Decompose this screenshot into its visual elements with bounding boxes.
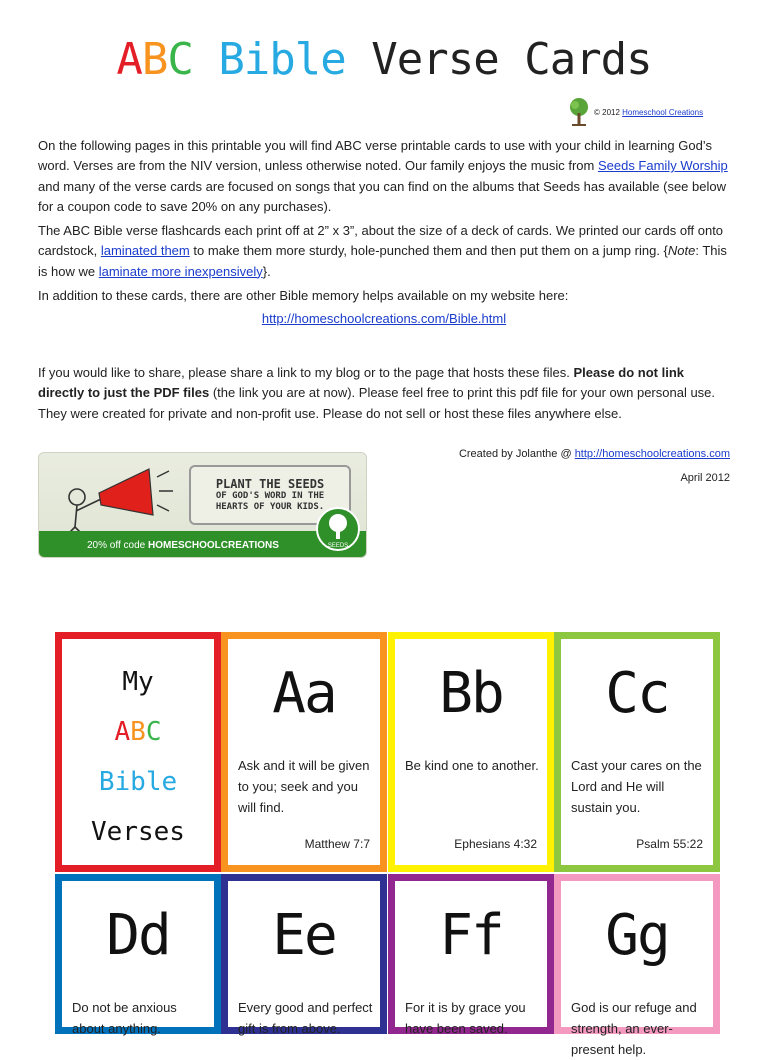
card-letters: Dd — [106, 903, 170, 968]
laminated-them-link[interactable]: laminated them — [100, 243, 190, 259]
card-verse: Cast your cares on the Lord and He will sustain you. — [571, 758, 702, 815]
intro-paragraph — [38, 136, 732, 217]
intro-text-2: and many of the verse cards are focused on songs that you can find on the albums that Seeds has available (see below for a coupon code to save 20% on any purchases). — [38, 178, 726, 214]
seeds-family-worship-link[interactable]: Seeds Family Worship — [597, 158, 728, 174]
card-reference: Psalm 55:22 — [636, 837, 703, 851]
copyright-credit — [568, 96, 738, 128]
card-verse: God is our refuge and strength, an ever-present help. — [571, 1000, 697, 1057]
cover-letter-b: B — [130, 717, 146, 747]
coupon-code-value: HOMESCHOOLCREATIONS — [147, 540, 279, 551]
coupon-code — [87, 540, 279, 551]
card-verse: Ask and it will be given to you; seek and you will find. — [238, 758, 370, 815]
title-letter-b: B — [141, 34, 168, 85]
bible-link-row — [0, 311, 768, 326]
laminate-inexpensively-link[interactable]: laminate more inexpensively — [98, 263, 263, 279]
seeds-banner[interactable] — [38, 452, 367, 558]
card-verse: For it is by grace you have been saved. — [405, 1000, 526, 1036]
publish-date: April 2012 — [680, 472, 730, 484]
card-reference: Ephesians 4:32 — [454, 837, 537, 851]
card-verse: Every good and perfect gift is from above. — [238, 1000, 373, 1036]
created-by — [459, 448, 730, 460]
sharing-paragraph — [38, 363, 732, 424]
coupon-prefix: 20% off code — [87, 540, 148, 551]
cover-card — [55, 632, 221, 872]
flashcards-text-2: to make them more sturdy, hole-punched them and then put them on a jump ring. { — [189, 243, 668, 259]
note-label: Note — [667, 243, 696, 259]
sharing-text-1: If you would like to share, please share a link to my blog or to the page that hosts these files. — [38, 365, 574, 380]
banner-line-1: PLANT THE SEEDS — [215, 477, 325, 491]
flashcards-text-1: The ABC Bible verse flashcards each print off at 2” x 3”, about the size of a deck of cards. We printed our cards off onto cardstock, — [38, 223, 724, 259]
cover-verses: Verses — [91, 817, 185, 847]
flashcards-text-4: }. — [262, 263, 271, 279]
sharing-warning: Please do not link directly to just the PDF files — [38, 365, 685, 401]
banner-line-2: OF GOD'S WORD IN THE — [215, 491, 325, 501]
card-reference: Matthew 7:7 — [304, 837, 370, 851]
verse-card-d — [55, 874, 221, 1034]
copyright-text: © 2012 — [594, 107, 620, 117]
homeschoolcreations-url-link[interactable]: http://homeschoolcreations.com — [574, 448, 730, 460]
flashcards-paragraph — [38, 221, 732, 282]
title-letter-a: A — [116, 34, 142, 85]
cover-letter-c: C — [145, 717, 162, 747]
cover-my: My — [122, 667, 154, 697]
cover-bible: Bible — [98, 767, 178, 797]
cover-abc — [62, 717, 214, 747]
seeds-logo-text: SEEDS — [327, 543, 349, 549]
card-letters: Ff — [439, 903, 503, 968]
intro-text-1: On the following pages in this printable you will find ABC verse printable cards to use with your child in learning God’s word. Verses are from the NIV version, unless otherwise noted. Our family enjoys the music from — [38, 138, 712, 174]
verse-card-e — [221, 874, 387, 1034]
card-verse: Do not be anxious about anything. — [72, 1000, 177, 1036]
flashcards-text-3: : This is how we — [38, 243, 727, 279]
verse-card-a — [221, 632, 387, 872]
tree-icon — [568, 97, 590, 127]
homeschool-creations-link[interactable]: Homeschool Creations — [622, 107, 704, 117]
verse-card-c — [554, 632, 720, 872]
title-rest: Verse Cards — [371, 34, 652, 85]
verse-card-b — [388, 632, 554, 872]
cover-letter-a: A — [114, 717, 131, 747]
card-letters: Ee — [272, 903, 336, 968]
page-title — [0, 34, 768, 86]
seeds-logo-icon — [316, 507, 360, 551]
bible-page-link[interactable]: http://homeschoolcreations.com/Bible.html — [261, 311, 507, 326]
megaphone-figure-icon — [57, 465, 187, 535]
sharing-text-2: (the link you are at now). Please feel free to print this pdf file for your own personal use. They were created for private and non-profit use. Please do not sell or host these files anywhere else. — [38, 385, 716, 421]
card-letters: Bb — [439, 661, 503, 726]
card-letters: Gg — [605, 903, 669, 968]
verse-card-g — [554, 874, 720, 1057]
memory-helps-paragraph: In addition to these cards, there are other Bible memory helps available on my website here: — [38, 288, 569, 303]
title-letter-c: C — [167, 34, 193, 85]
verse-card-f — [388, 874, 554, 1034]
banner-line-3: HEARTS OF YOUR KIDS. — [215, 502, 325, 512]
title-bible: Bible — [218, 34, 346, 85]
created-by-text: Created by Jolanthe @ — [458, 448, 575, 460]
card-letters: Aa — [272, 661, 336, 726]
card-letters: Cc — [605, 661, 669, 726]
card-verse: Be kind one to another. — [405, 758, 539, 773]
